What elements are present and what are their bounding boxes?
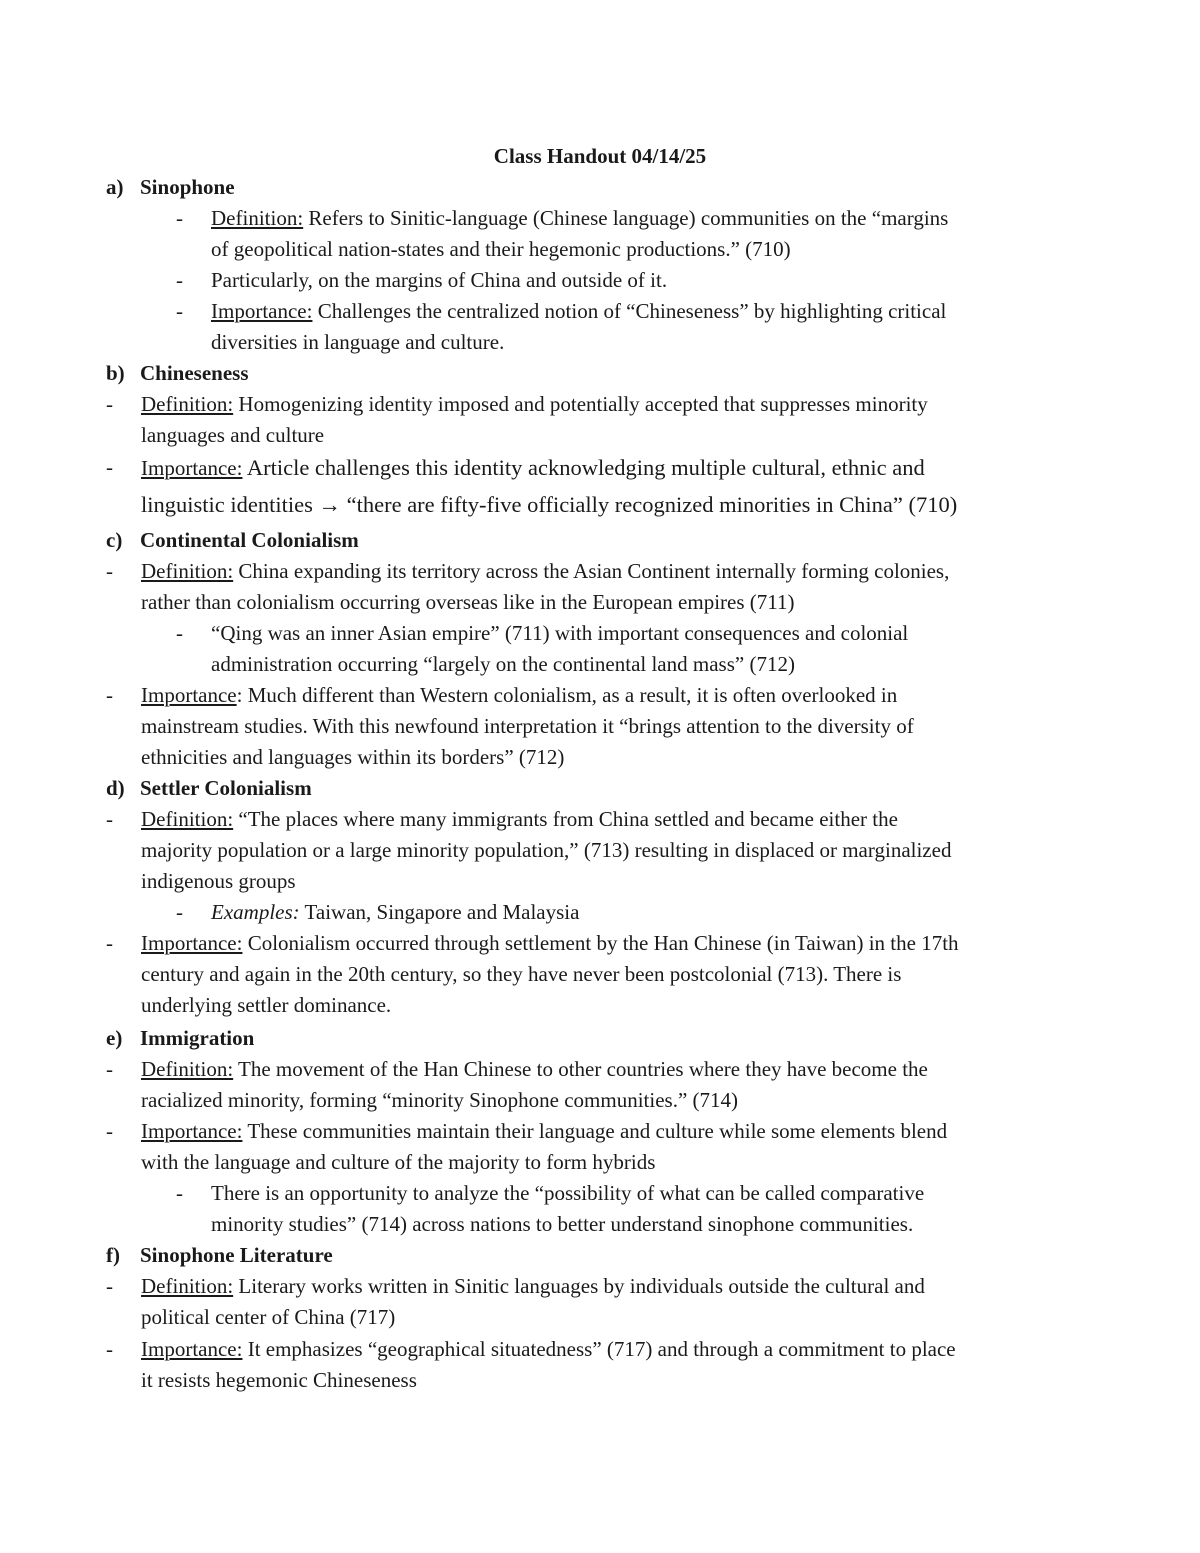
section-title: Chineseness xyxy=(140,361,249,385)
definition-continuation: indigenous groups xyxy=(141,869,296,893)
definition-text: Literary works written in Sinitic languages by individuals outside the cultural and xyxy=(233,1274,925,1298)
examples-label: Examples: xyxy=(211,900,300,924)
importance-text: These communities maintain their language and culture while some elements blend xyxy=(242,1119,948,1143)
sub-point-line: There is an opportunity to analyze the “possibility of what can be called comparative xyxy=(211,1181,925,1205)
definition-line xyxy=(141,1054,928,1085)
definition-label: Definition: xyxy=(141,559,234,583)
definition-label: Definition: xyxy=(211,206,304,230)
importance-text: Colonialism occurred through settlement by the Han Chinese (in Taiwan) in the 17th xyxy=(242,931,959,955)
importance-line xyxy=(141,680,897,711)
importance-label: Importance: xyxy=(141,456,243,480)
bullet-dash: - xyxy=(176,206,183,230)
definition-continuation: of geopolitical nation-states and their hegemonic productions.” (710) xyxy=(211,237,791,261)
definition-line xyxy=(141,1271,925,1302)
definition-text: Refers to Sinitic-language (Chinese language) communities on the “margins xyxy=(303,206,949,230)
importance-continuation: linguistic identities → “there are fifty-five officially recognized minorities in China” (710) xyxy=(141,492,958,517)
section-letter: e) xyxy=(106,1026,123,1050)
section-letter: c) xyxy=(106,528,123,552)
section-title: Sinophone xyxy=(140,175,235,199)
importance-continuation: with the language and culture of the majority to form hybrids xyxy=(141,1150,656,1174)
importance-line xyxy=(211,296,946,327)
bullet-dash: - xyxy=(106,931,113,955)
bullet-dash: - xyxy=(176,299,183,323)
bullet-dash: - xyxy=(176,1181,183,1205)
importance-line xyxy=(141,928,959,959)
definition-text: The movement of the Han Chinese to other countries where they have become the xyxy=(233,1057,928,1081)
importance-line xyxy=(141,1334,956,1365)
importance-label: Importance: xyxy=(141,1119,243,1143)
definition-text: “The places where many immigrants from China settled and became either the xyxy=(233,807,898,831)
section-heading-immigration xyxy=(106,1023,254,1054)
examples-text: Taiwan, Singapore and Malaysia xyxy=(299,900,580,924)
importance-text: Article challenges this identity acknowledging multiple cultural, ethnic and xyxy=(242,455,925,480)
importance-label: Importance: xyxy=(211,299,313,323)
section-letter: f) xyxy=(106,1243,120,1267)
importance-text: : Much different than Western colonialism, as a result, it is often overlooked in xyxy=(236,683,898,707)
bullet-dash: - xyxy=(176,900,183,924)
definition-line xyxy=(141,804,898,835)
importance-continuation: mainstream studies. With this newfound interpretation it “brings attention to the diversity of xyxy=(141,714,914,738)
importance-label: Importance: xyxy=(141,931,243,955)
section-heading-sinophone xyxy=(106,172,235,203)
definition-text: China expanding its territory across the Asian Continent internally forming colonies, xyxy=(233,559,950,583)
section-title: Continental Colonialism xyxy=(140,528,359,552)
importance-continuation: underlying settler dominance. xyxy=(141,993,392,1017)
note-line: Particularly, on the margins of China and outside of it. xyxy=(211,268,668,292)
section-title: Sinophone Literature xyxy=(140,1243,333,1267)
importance-continuation: century and again in the 20th century, so they have never been postcolonial (713). There is xyxy=(141,962,902,986)
page-title: Class Handout 04/14/25 xyxy=(493,144,707,168)
importance-text: Challenges the centralized notion of “Chineseness” by highlighting critical xyxy=(312,299,947,323)
definition-text: Homogenizing identity imposed and potentially accepted that suppresses minority xyxy=(233,392,928,416)
section-heading-chineseness xyxy=(106,358,249,389)
definition-continuation: rather than colonialism occurring overseas like in the European empires (711) xyxy=(141,590,795,614)
section-title: Immigration xyxy=(140,1026,255,1050)
section-letter: d) xyxy=(106,776,125,800)
section-letter: b) xyxy=(106,361,125,385)
importance-label: Importance xyxy=(141,683,237,707)
sub-point-line: “Qing was an inner Asian empire” (711) with important consequences and colonial xyxy=(211,621,909,645)
importance-continuation: ethnicities and languages within its borders” (712) xyxy=(141,745,565,769)
bullet-dash: - xyxy=(106,1274,113,1298)
section-title: Settler Colonialism xyxy=(140,776,312,800)
definition-line xyxy=(141,389,928,420)
bullet-dash: - xyxy=(106,1119,113,1143)
bullet-dash: - xyxy=(106,807,113,831)
bullet-dash: - xyxy=(176,621,183,645)
bullet-dash: - xyxy=(106,683,113,707)
bullet-dash: - xyxy=(106,1057,113,1081)
definition-continuation: racialized minority, forming “minority Sinophone communities.” (714) xyxy=(141,1088,739,1112)
importance-continuation: diversities in language and culture. xyxy=(211,330,505,354)
definition-label: Definition: xyxy=(141,1057,234,1081)
bullet-dash: - xyxy=(106,559,113,583)
bullet-dash: - xyxy=(106,392,113,416)
section-heading-settler-colonialism xyxy=(106,773,312,804)
importance-label: Importance: xyxy=(141,1337,243,1361)
definition-continuation: majority population or a large minority population,” (713) resulting in displaced or marginalized xyxy=(141,838,952,862)
importance-continuation: it resists hegemonic Chineseness xyxy=(141,1368,417,1392)
importance-line xyxy=(141,1116,947,1147)
bullet-dash: - xyxy=(106,1337,113,1361)
definition-line xyxy=(211,203,948,234)
sub-point-continuation: minority studies” (714) across nations to better understand sinophone communities. xyxy=(211,1212,914,1236)
definition-continuation: political center of China (717) xyxy=(141,1305,396,1329)
section-heading-sinophone-literature xyxy=(106,1240,333,1271)
bullet-dash: - xyxy=(106,455,113,479)
definition-line xyxy=(141,556,949,587)
section-heading-continental-colonialism xyxy=(106,525,359,556)
bullet-dash: - xyxy=(176,268,183,292)
definition-label: Definition: xyxy=(141,807,234,831)
sub-point-continuation: administration occurring “largely on the continental land mass” (712) xyxy=(211,652,795,676)
definition-label: Definition: xyxy=(141,1274,234,1298)
definition-label: Definition: xyxy=(141,392,234,416)
examples-line xyxy=(211,897,579,928)
importance-line xyxy=(141,452,925,484)
importance-text: It emphasizes “geographical situatedness” (717) and through a commitment to place xyxy=(242,1337,956,1361)
section-letter: a) xyxy=(106,175,124,199)
definition-continuation: languages and culture xyxy=(141,423,325,447)
